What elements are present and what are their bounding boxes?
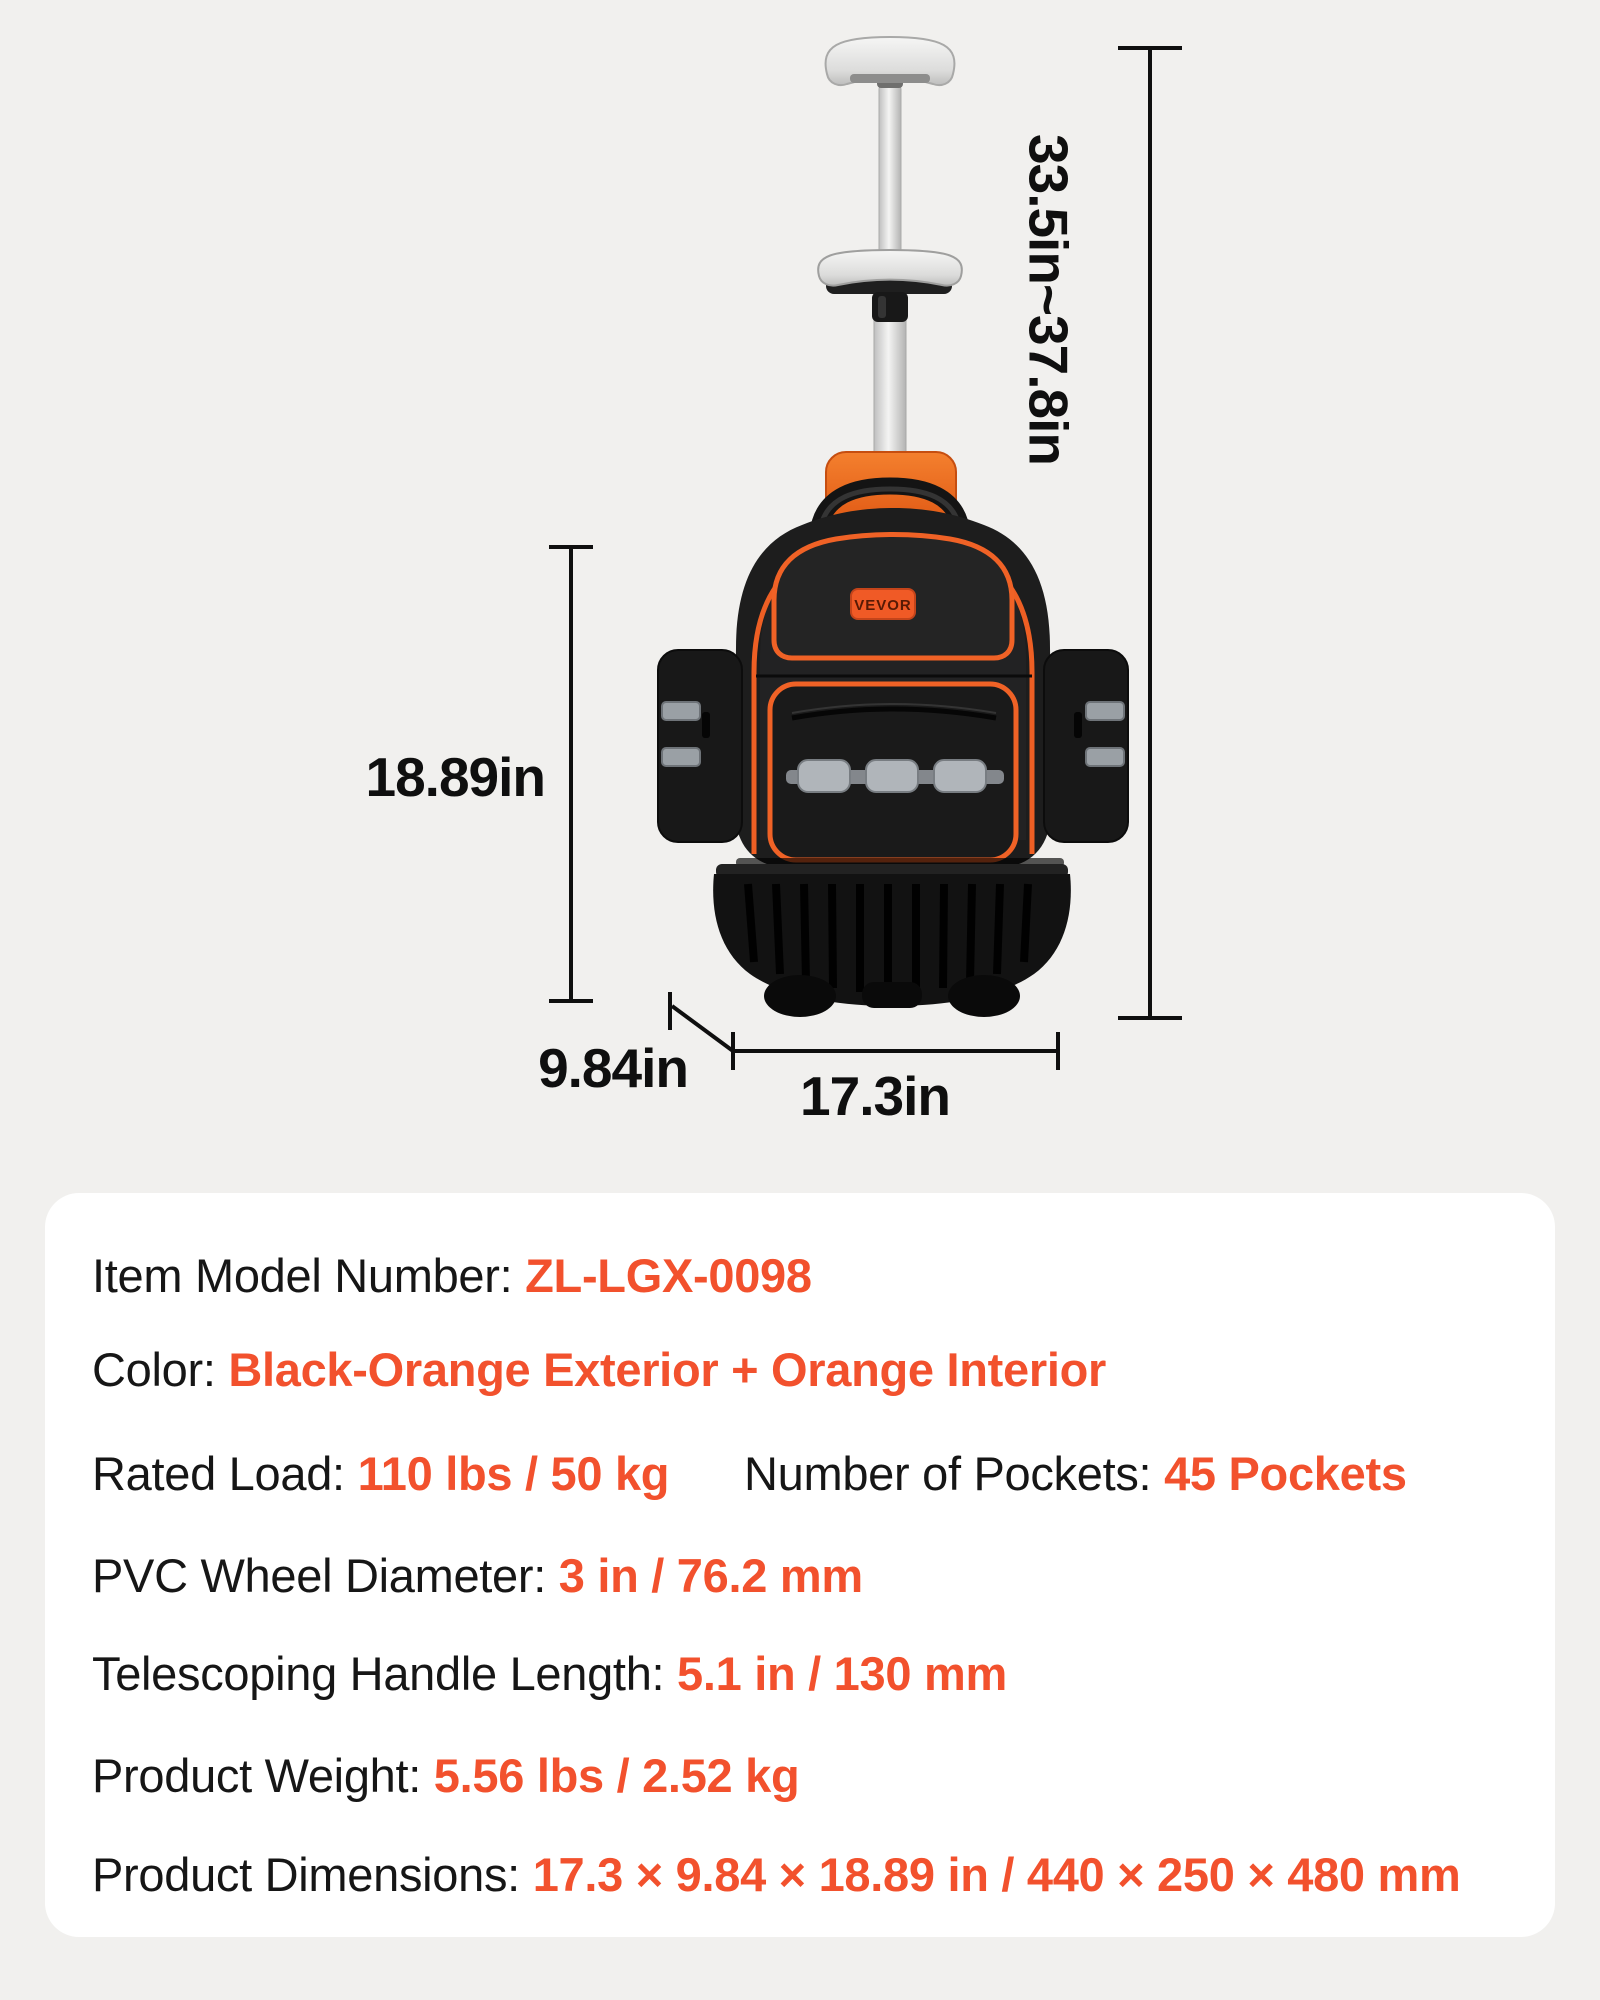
spec-value-secondary: 45 Pockets [1164,1447,1407,1500]
brand-logo-patch [851,589,915,619]
left-side-pocket [658,650,742,842]
spec-row-rated-load-pockets [92,1448,1407,1500]
spec-row-product-weight [92,1750,799,1802]
width-label: 17.3in [800,1065,950,1127]
spec-value: 5.1 in / 130 mm [677,1647,1007,1700]
spec-label: Telescoping Handle Length: [92,1647,678,1700]
spec-row-handle-length [92,1648,1007,1700]
telescoping-height-label: 33.5in~37.8in [1017,134,1080,465]
logo-text: VEVOR [854,597,912,614]
right-pocket-body [1044,650,1128,842]
center-bumper [862,982,922,1008]
left-wheel [764,975,836,1017]
spec-value: Black-Orange Exterior + Orange Interior [228,1343,1107,1396]
spec-label: Product Weight: [92,1749,434,1802]
spec-label: Item Model Number: [92,1249,526,1302]
spec-label-secondary: Number of Pockets: [743,1447,1165,1500]
spec-value: 110 lbs / 50 kg [357,1447,670,1500]
spec-label: PVC Wheel Diameter: [92,1549,559,1602]
tool-loop-1 [798,760,850,792]
mid-grip-collar-hl [878,296,886,318]
right-pocket-zip [1074,712,1082,738]
molded-base [713,858,1071,1017]
spec-value: 17.3 × 9.84 × 18.89 in / 440 × 250 × 480 mm [532,1848,1461,1901]
tool-loop-3 [934,760,986,792]
right-pocket-strap-2 [1086,748,1124,766]
handle-pole-lower [874,310,906,465]
height-dimension-line [1118,48,1182,1018]
spec-label: Color: [92,1343,229,1396]
right-side-pocket [1044,650,1128,842]
spec-label: Product Dimensions: [92,1848,533,1901]
bag-height-dimension-line [549,547,593,1001]
top-grip-underside [850,74,930,83]
tool-loop-2 [866,760,918,792]
spec-value: 3 in / 76.2 mm [558,1549,863,1602]
spec-row-model-number [92,1250,812,1302]
left-pocket-strap-2 [662,748,700,766]
spec-value: 5.56 lbs / 2.52 kg [433,1749,800,1802]
spec-row-product-dimensions [92,1849,1461,1901]
spec-value: ZL-LGX-0098 [525,1249,812,1302]
left-pocket-body [658,650,742,842]
right-wheel [948,975,1020,1017]
spec-card [45,1193,1555,1937]
mid-grip-collar [872,292,908,322]
telescoping-handle [818,37,962,465]
mid-grip [818,250,962,286]
left-pocket-strap-1 [662,702,700,720]
left-pocket-zip [702,712,710,738]
spec-row-wheel-diameter [92,1550,863,1602]
depth-label: 9.84in [538,1037,688,1099]
tool-loops [786,760,1004,792]
right-pocket-strap-1 [1086,702,1124,720]
spec-label: Rated Load: [92,1447,358,1500]
handle-pole-upper [879,86,901,264]
spec-row-color [92,1344,1106,1396]
bag-height-label: 18.89in [365,746,545,808]
